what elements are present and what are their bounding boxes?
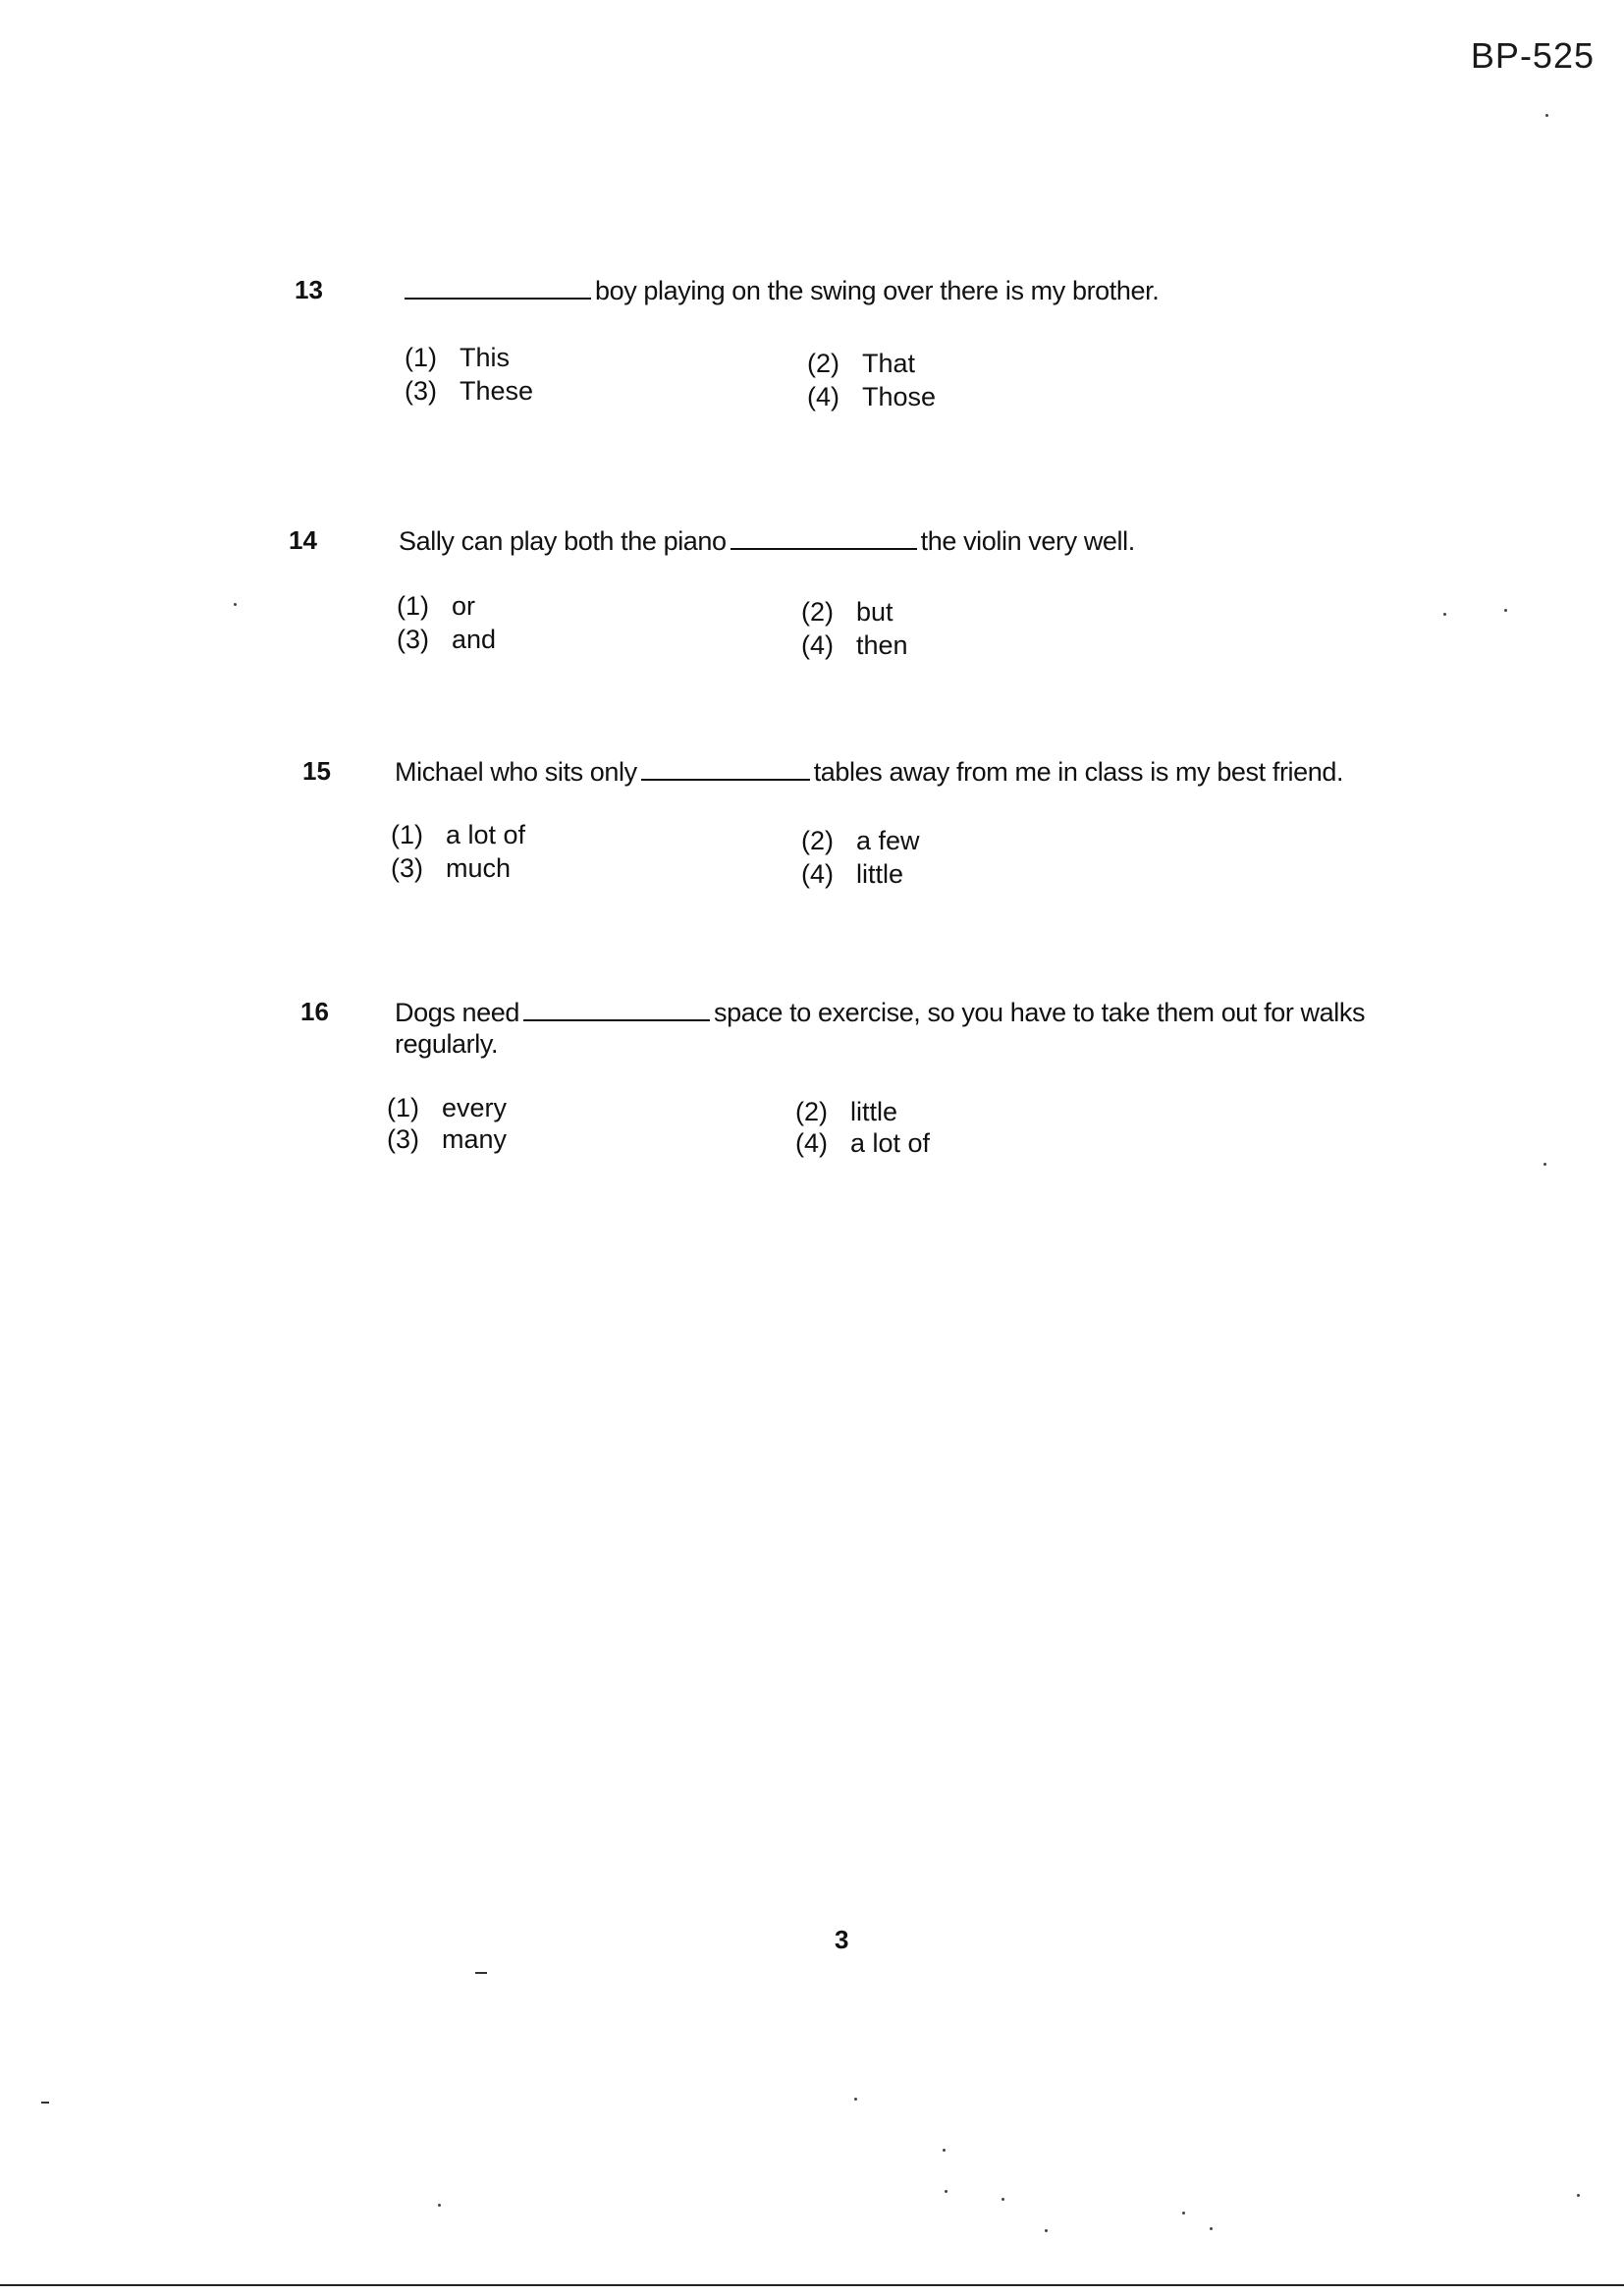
option-text: and	[452, 625, 497, 654]
option-4	[801, 629, 908, 661]
question-number: 15	[302, 756, 331, 786]
question-text	[399, 525, 1430, 557]
option-text: much	[446, 853, 512, 883]
option-2	[801, 596, 893, 628]
option-number: (2)	[801, 826, 834, 855]
bottom-rule	[0, 2284, 1624, 2286]
option-number: (4)	[801, 859, 834, 889]
document-code: BP-525	[1470, 35, 1595, 76]
scan-mark	[41, 2102, 49, 2104]
question-text	[395, 997, 1377, 1060]
option-text: or	[452, 591, 476, 621]
option-number: (3)	[397, 625, 429, 654]
option-number: (3)	[387, 1124, 419, 1154]
option-text: Those	[862, 382, 937, 411]
option-number: (4)	[801, 630, 834, 660]
option-number: (1)	[405, 343, 437, 372]
option-text: then	[856, 630, 908, 660]
option-text: a lot of	[850, 1128, 931, 1158]
answer-blank	[523, 1018, 710, 1021]
option-text: a lot of	[446, 820, 526, 849]
scan-mark	[475, 1972, 487, 1974]
option-number: (3)	[405, 376, 437, 406]
option-number: (1)	[387, 1093, 419, 1122]
question-number: 13	[295, 275, 323, 304]
question-text-after: space to exercise, so you have to take them out for walks regularly.	[395, 998, 1366, 1059]
option-text: many	[442, 1124, 508, 1154]
question-text	[405, 275, 1435, 306]
option-number: (1)	[397, 591, 429, 621]
option-text: These	[460, 376, 534, 406]
option-number: (3)	[391, 853, 423, 883]
option-2	[801, 825, 920, 856]
option-4	[807, 381, 936, 412]
scan-speck	[1001, 2198, 1004, 2201]
option-3	[391, 852, 511, 884]
scan-speck	[234, 603, 237, 606]
option-text: but	[856, 597, 893, 627]
scan-speck	[943, 2149, 946, 2152]
scan-speck	[1543, 1163, 1546, 1166]
question-text-after: boy playing on the swing over there is my brother.	[595, 276, 1160, 305]
option-4	[801, 858, 903, 890]
option-4	[795, 1127, 930, 1159]
scan-speck	[438, 2204, 441, 2207]
scan-speck	[1545, 114, 1548, 117]
option-number: (4)	[795, 1128, 828, 1158]
answer-blank	[731, 547, 917, 550]
answer-blank	[405, 297, 591, 300]
scan-speck	[1577, 2194, 1580, 2197]
question-number: 14	[289, 525, 317, 555]
question-text-before: Dogs need	[395, 998, 519, 1027]
scan-speck	[1210, 2227, 1213, 2230]
option-3	[397, 624, 496, 655]
option-text: This	[460, 343, 511, 372]
page-number: 3	[835, 1925, 849, 1954]
option-1	[405, 342, 510, 373]
option-1	[397, 590, 475, 622]
question-text	[395, 756, 1426, 788]
option-number: (1)	[391, 820, 423, 849]
option-text: That	[862, 349, 916, 378]
scan-speck	[945, 2190, 947, 2193]
scan-speck	[1182, 2212, 1185, 2214]
option-number: (4)	[807, 382, 839, 411]
scan-speck	[1443, 613, 1446, 616]
question-text-after: the violin very well.	[920, 526, 1135, 556]
option-number: (2)	[807, 349, 839, 378]
scan-speck	[1504, 609, 1507, 612]
scan-speck	[1045, 2229, 1048, 2232]
option-1	[391, 819, 525, 850]
option-number: (2)	[795, 1097, 828, 1126]
option-2	[807, 348, 915, 379]
option-text: little	[850, 1097, 898, 1126]
option-text: little	[856, 859, 904, 889]
question-text-after: tables away from me in class is my best friend.	[813, 757, 1344, 787]
option-number: (2)	[801, 597, 834, 627]
option-1	[387, 1092, 507, 1123]
answer-blank	[641, 778, 810, 781]
option-3	[405, 375, 533, 407]
option-3	[387, 1123, 507, 1155]
option-2	[795, 1096, 897, 1127]
question-number: 16	[300, 997, 329, 1026]
option-text: every	[442, 1093, 508, 1122]
question-text-before: Sally can play both the piano	[399, 526, 727, 556]
question-text-before: Michael who sits only	[395, 757, 637, 787]
scan-speck	[854, 2098, 857, 2101]
option-text: a few	[856, 826, 920, 855]
